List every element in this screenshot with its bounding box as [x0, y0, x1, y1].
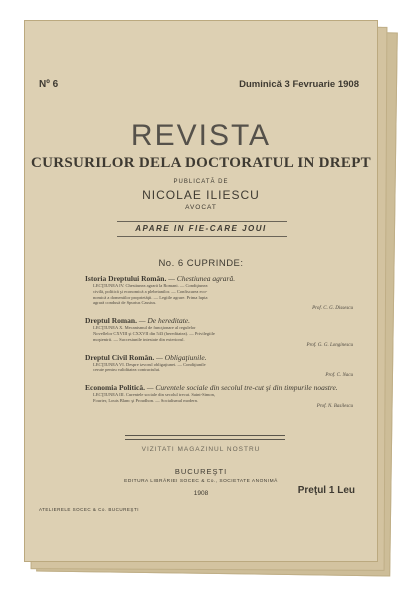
lecture-line: LECŢIUNEA X. Mecanismul de funcţionare al regulelor: [93, 325, 196, 331]
section-title: Economia Politică.: [85, 383, 145, 393]
section-heading: [85, 274, 353, 283]
divider-top: [117, 221, 287, 222]
toc-section-economics: [85, 383, 353, 410]
contents-heading: No. 6 CUPRINDE:: [158, 258, 244, 269]
lecture-line: agrară condusă de Spurius Cassius.: [93, 300, 157, 306]
section-heading: [85, 353, 353, 362]
publication-year: 1908: [193, 490, 209, 497]
lecture-line: LECŢIUNEA III. Curentele sociale din secolul trecut. Saint-Simon,: [93, 392, 215, 398]
section-author: Prof. G. G. Longinescu: [306, 342, 353, 348]
section-title: Dreptul Roman.: [85, 316, 137, 326]
section-heading: [85, 383, 353, 392]
lecture-line: moştenirii. — Succesiunile intestate din exteriorul.: [93, 336, 185, 342]
section-heading: [85, 316, 353, 325]
journal-subtitle: CURSURILOR DELA DOCTORATUL IN DREPT: [30, 155, 371, 171]
lecture-line: nomică a domeniilor proprietăţii. — Legiile agrare. Prima lupta: [93, 294, 208, 300]
printer-imprint: ATELIERELE SOCEC & Co. BUCUREŞTI: [39, 507, 139, 512]
lecture-line: Fourier, Louis Blanc şi Proudhon. — Socialismul modern.: [93, 397, 199, 403]
journal-cover: [24, 20, 378, 562]
publication-city: BUCUREŞTI: [174, 467, 228, 476]
section-author: Prof. C. G. Dissescu: [312, 306, 353, 312]
lecture-line: Novellelor CXVIII şi CXXVII din 543 (hereditatea). — Privilegiile: [93, 330, 215, 336]
divider-bottom: [117, 236, 287, 237]
footer-divider: [125, 435, 285, 436]
editor-role: AVOCAT: [185, 204, 217, 211]
section-title: Dreptul Civil Român.: [85, 352, 155, 362]
published-by-label: PUBLICATĂ DE: [173, 179, 229, 185]
lecture-line: cerute pentru validitatea contractului.: [93, 367, 161, 373]
section-topic: — Chestiunea agrară.: [168, 274, 236, 283]
journal-title: REVISTA: [130, 119, 272, 152]
toc-section-roman-law: [85, 316, 353, 348]
shop-stamp: VIZITATI MAGAZINUL NOSTRU: [141, 446, 261, 453]
issue-date: Duminică 3 Fevruarie 1908: [239, 79, 359, 90]
footer-divider-thin: [125, 439, 285, 440]
section-topic: — Curentele sociale din secolul tre-cut şi din timpurile noastre.: [146, 383, 338, 393]
issue-number: Nº 6: [39, 79, 59, 90]
lecture-line: civilă, politică şi economică a plebeianilor. — Confiscarea eco-: [93, 288, 208, 294]
publisher-line: EDITURA LIBRĂRIEI SOCEC & Co., SOCIETATE ANONIMĂ: [124, 479, 278, 484]
editor-name: NICOLAE ILIESCU: [142, 188, 260, 202]
section-author: Prof. N. Basilescu: [316, 403, 353, 409]
section-topic: — De hereditate.: [138, 316, 190, 326]
toc-section-civil-law: [85, 353, 353, 380]
section-author: Prof. C. Nacu: [325, 373, 353, 379]
price-label: Preţul 1 Leu: [297, 485, 355, 496]
publication-frequency: APARE IN FIE-CARE JOUI: [135, 224, 267, 233]
lecture-line: LECŢIUNEA IV. Chestiunea agrară la Romani. — Condiţiunea: [93, 283, 208, 288]
toc-section-history: [85, 274, 353, 312]
section-topic: — Obligaţiunile.: [156, 352, 207, 362]
lecture-line: LECŢIUNEA VI. Despre izvorul obligaţiunei. — Condiţiunile: [93, 361, 206, 367]
section-title: Istoria Dreptului Român.: [85, 274, 167, 283]
table-of-contents: [85, 274, 353, 414]
